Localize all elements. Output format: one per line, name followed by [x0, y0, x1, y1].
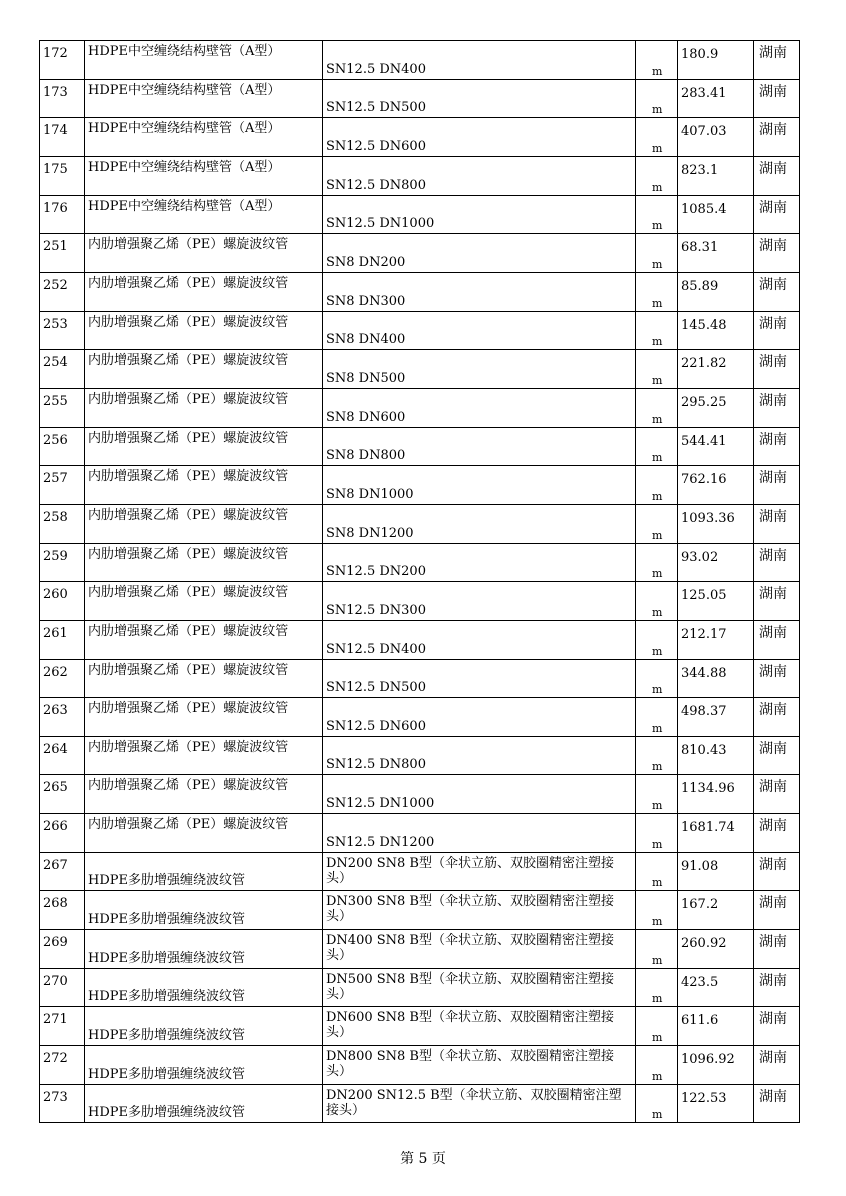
region-cell: 湖南 [754, 466, 800, 505]
item-name-cell: HDPE中空缠绕结构壁管（A型） [85, 79, 323, 118]
row-number-cell: 264 [40, 736, 85, 775]
table-row [40, 79, 800, 118]
item-name-cell: 内肋增强聚乙烯（PE）螺旋波纹管 [85, 272, 323, 311]
region-cell: 湖南 [754, 620, 800, 659]
price-cell: 167.2 [678, 891, 754, 930]
row-number-cell: 172 [40, 41, 85, 80]
unit-cell: m [636, 79, 678, 118]
row-number-cell: 175 [40, 156, 85, 195]
unit-cell: m [636, 891, 678, 930]
table-row [40, 736, 800, 775]
table-row [40, 698, 800, 737]
item-name-cell: HDPE中空缠绕结构壁管（A型） [85, 118, 323, 157]
item-name-cell: 内肋增强聚乙烯（PE）螺旋波纹管 [85, 311, 323, 350]
row-number-cell: 260 [40, 582, 85, 621]
table-row [40, 156, 800, 195]
item-name-cell: 内肋增强聚乙烯（PE）螺旋波纹管 [85, 775, 323, 814]
table-row [40, 775, 800, 814]
price-cell: 344.88 [678, 659, 754, 698]
spec-cell: SN8 DN400 [323, 311, 636, 350]
row-number-cell: 268 [40, 891, 85, 930]
row-number-cell: 251 [40, 234, 85, 273]
price-cell: 823.1 [678, 156, 754, 195]
region-cell: 湖南 [754, 852, 800, 891]
region-cell: 湖南 [754, 504, 800, 543]
table-row [40, 272, 800, 311]
region-cell: 湖南 [754, 41, 800, 80]
unit-cell: m [636, 543, 678, 582]
unit-cell: m [636, 350, 678, 389]
row-number-cell: 256 [40, 427, 85, 466]
spec-cell: SN12.5 DN600 [323, 698, 636, 737]
price-cell: 810.43 [678, 736, 754, 775]
price-table [39, 40, 800, 1123]
spec-cell: SN12.5 DN400 [323, 41, 636, 80]
price-cell: 68.31 [678, 234, 754, 273]
table-row [40, 582, 800, 621]
region-cell: 湖南 [754, 930, 800, 969]
price-cell: 85.89 [678, 272, 754, 311]
price-cell: 283.41 [678, 79, 754, 118]
table-row [40, 195, 800, 234]
item-name-cell: 内肋增强聚乙烯（PE）螺旋波纹管 [85, 659, 323, 698]
table-row [40, 659, 800, 698]
unit-cell: m [636, 736, 678, 775]
price-cell: 407.03 [678, 118, 754, 157]
price-cell: 498.37 [678, 698, 754, 737]
row-number-cell: 255 [40, 388, 85, 427]
price-table-container [39, 40, 799, 1123]
row-number-cell: 252 [40, 272, 85, 311]
unit-cell: m [636, 427, 678, 466]
spec-cell: SN12.5 DN600 [323, 118, 636, 157]
row-number-cell: 257 [40, 466, 85, 505]
unit-cell: m [636, 41, 678, 80]
item-name-cell: HDPE多肋增强缠绕波纹管 [85, 891, 323, 930]
table-row [40, 891, 800, 930]
region-cell: 湖南 [754, 79, 800, 118]
price-cell: 91.08 [678, 852, 754, 891]
table-row [40, 814, 800, 853]
unit-cell: m [636, 1007, 678, 1046]
unit-cell: m [636, 388, 678, 427]
region-cell: 湖南 [754, 195, 800, 234]
unit-cell: m [636, 466, 678, 505]
unit-cell: m [636, 930, 678, 969]
item-name-cell: HDPE多肋增强缠绕波纹管 [85, 930, 323, 969]
item-name-cell: 内肋增强聚乙烯（PE）螺旋波纹管 [85, 698, 323, 737]
table-row [40, 620, 800, 659]
table-row [40, 852, 800, 891]
row-number-cell: 174 [40, 118, 85, 157]
item-name-cell: HDPE中空缠绕结构壁管（A型） [85, 41, 323, 80]
unit-cell: m [636, 852, 678, 891]
price-cell: 295.25 [678, 388, 754, 427]
region-cell: 湖南 [754, 968, 800, 1007]
region-cell: 湖南 [754, 736, 800, 775]
table-row [40, 968, 800, 1007]
table-body [40, 41, 800, 1123]
unit-cell: m [636, 118, 678, 157]
unit-cell: m [636, 775, 678, 814]
row-number-cell: 173 [40, 79, 85, 118]
price-cell: 260.92 [678, 930, 754, 969]
item-name-cell: HDPE多肋增强缠绕波纹管 [85, 968, 323, 1007]
unit-cell: m [636, 968, 678, 1007]
price-cell: 93.02 [678, 543, 754, 582]
price-cell: 180.9 [678, 41, 754, 80]
item-name-cell: 内肋增强聚乙烯（PE）螺旋波纹管 [85, 620, 323, 659]
spec-cell: SN8 DN800 [323, 427, 636, 466]
table-row [40, 543, 800, 582]
item-name-cell: 内肋增强聚乙烯（PE）螺旋波纹管 [85, 350, 323, 389]
price-cell: 544.41 [678, 427, 754, 466]
unit-cell: m [636, 1084, 678, 1123]
item-name-cell: HDPE多肋增强缠绕波纹管 [85, 1007, 323, 1046]
spec-cell: DN600 SN8 B型（伞状立筋、双胶圈精密注塑接头） [323, 1007, 636, 1046]
row-number-cell: 253 [40, 311, 85, 350]
spec-cell: SN12.5 DN800 [323, 736, 636, 775]
table-row [40, 388, 800, 427]
price-cell: 423.5 [678, 968, 754, 1007]
spec-cell: SN8 DN500 [323, 350, 636, 389]
table-row [40, 311, 800, 350]
unit-cell: m [636, 234, 678, 273]
region-cell: 湖南 [754, 775, 800, 814]
region-cell: 湖南 [754, 1084, 800, 1123]
item-name-cell: 内肋增强聚乙烯（PE）螺旋波纹管 [85, 543, 323, 582]
item-name-cell: 内肋增强聚乙烯（PE）螺旋波纹管 [85, 388, 323, 427]
spec-cell: SN12.5 DN400 [323, 620, 636, 659]
spec-cell: SN8 DN300 [323, 272, 636, 311]
price-cell: 221.82 [678, 350, 754, 389]
unit-cell: m [636, 698, 678, 737]
price-cell: 762.16 [678, 466, 754, 505]
region-cell: 湖南 [754, 814, 800, 853]
unit-cell: m [636, 156, 678, 195]
unit-cell: m [636, 659, 678, 698]
spec-cell: DN400 SN8 B型（伞状立筋、双胶圈精密注塑接头） [323, 930, 636, 969]
page-number: 第 5 页 [400, 1151, 446, 1167]
region-cell: 湖南 [754, 1046, 800, 1085]
region-cell: 湖南 [754, 659, 800, 698]
spec-cell: SN12.5 DN1000 [323, 195, 636, 234]
region-cell: 湖南 [754, 311, 800, 350]
row-number-cell: 176 [40, 195, 85, 234]
region-cell: 湖南 [754, 234, 800, 273]
item-name-cell: HDPE多肋增强缠绕波纹管 [85, 852, 323, 891]
spec-cell: DN200 SN12.5 B型（伞状立筋、双胶圈精密注塑接头） [323, 1084, 636, 1123]
unit-cell: m [636, 814, 678, 853]
table-row [40, 234, 800, 273]
row-number-cell: 270 [40, 968, 85, 1007]
price-cell: 212.17 [678, 620, 754, 659]
unit-cell: m [636, 272, 678, 311]
region-cell: 湖南 [754, 582, 800, 621]
row-number-cell: 259 [40, 543, 85, 582]
region-cell: 湖南 [754, 891, 800, 930]
region-cell: 湖南 [754, 388, 800, 427]
region-cell: 湖南 [754, 427, 800, 466]
spec-cell: SN12.5 DN500 [323, 79, 636, 118]
table-row [40, 1007, 800, 1046]
unit-cell: m [636, 582, 678, 621]
item-name-cell: HDPE多肋增强缠绕波纹管 [85, 1046, 323, 1085]
region-cell: 湖南 [754, 1007, 800, 1046]
spec-cell: SN12.5 DN500 [323, 659, 636, 698]
row-number-cell: 262 [40, 659, 85, 698]
spec-cell: SN12.5 DN800 [323, 156, 636, 195]
table-row [40, 466, 800, 505]
table-row [40, 427, 800, 466]
region-cell: 湖南 [754, 272, 800, 311]
table-row [40, 930, 800, 969]
region-cell: 湖南 [754, 543, 800, 582]
price-cell: 122.53 [678, 1084, 754, 1123]
table-row [40, 41, 800, 80]
spec-cell: DN800 SN8 B型（伞状立筋、双胶圈精密注塑接头） [323, 1046, 636, 1085]
row-number-cell: 261 [40, 620, 85, 659]
row-number-cell: 272 [40, 1046, 85, 1085]
item-name-cell: 内肋增强聚乙烯（PE）螺旋波纹管 [85, 427, 323, 466]
unit-cell: m [636, 504, 678, 543]
row-number-cell: 269 [40, 930, 85, 969]
row-number-cell: 273 [40, 1084, 85, 1123]
price-cell: 145.48 [678, 311, 754, 350]
unit-cell: m [636, 1046, 678, 1085]
price-cell: 1093.36 [678, 504, 754, 543]
row-number-cell: 263 [40, 698, 85, 737]
price-cell: 125.05 [678, 582, 754, 621]
spec-cell: SN8 DN600 [323, 388, 636, 427]
spec-cell: DN200 SN8 B型（伞状立筋、双胶圈精密注塑接头） [323, 852, 636, 891]
table-row [40, 1084, 800, 1123]
table-row [40, 504, 800, 543]
item-name-cell: HDPE中空缠绕结构壁管（A型） [85, 156, 323, 195]
row-number-cell: 266 [40, 814, 85, 853]
row-number-cell: 271 [40, 1007, 85, 1046]
unit-cell: m [636, 311, 678, 350]
item-name-cell: 内肋增强聚乙烯（PE）螺旋波纹管 [85, 736, 323, 775]
spec-cell: DN500 SN8 B型（伞状立筋、双胶圈精密注塑接头） [323, 968, 636, 1007]
row-number-cell: 254 [40, 350, 85, 389]
item-name-cell: 内肋增强聚乙烯（PE）螺旋波纹管 [85, 466, 323, 505]
spec-cell: DN300 SN8 B型（伞状立筋、双胶圈精密注塑接头） [323, 891, 636, 930]
table-row [40, 1046, 800, 1085]
price-cell: 1085.4 [678, 195, 754, 234]
region-cell: 湖南 [754, 118, 800, 157]
region-cell: 湖南 [754, 156, 800, 195]
item-name-cell: 内肋增强聚乙烯（PE）螺旋波纹管 [85, 814, 323, 853]
table-row [40, 118, 800, 157]
spec-cell: SN8 DN200 [323, 234, 636, 273]
unit-cell: m [636, 620, 678, 659]
table-row [40, 350, 800, 389]
spec-cell: SN12.5 DN1000 [323, 775, 636, 814]
spec-cell: SN8 DN1000 [323, 466, 636, 505]
price-cell: 1134.96 [678, 775, 754, 814]
row-number-cell: 265 [40, 775, 85, 814]
spec-cell: SN12.5 DN200 [323, 543, 636, 582]
item-name-cell: 内肋增强聚乙烯（PE）螺旋波纹管 [85, 582, 323, 621]
region-cell: 湖南 [754, 350, 800, 389]
region-cell: 湖南 [754, 698, 800, 737]
price-cell: 1681.74 [678, 814, 754, 853]
unit-cell: m [636, 195, 678, 234]
item-name-cell: 内肋增强聚乙烯（PE）螺旋波纹管 [85, 504, 323, 543]
item-name-cell: HDPE中空缠绕结构壁管（A型） [85, 195, 323, 234]
spec-cell: SN12.5 DN1200 [323, 814, 636, 853]
spec-cell: SN8 DN1200 [323, 504, 636, 543]
item-name-cell: HDPE多肋增强缠绕波纹管 [85, 1084, 323, 1123]
price-cell: 611.6 [678, 1007, 754, 1046]
price-cell: 1096.92 [678, 1046, 754, 1085]
row-number-cell: 258 [40, 504, 85, 543]
row-number-cell: 267 [40, 852, 85, 891]
item-name-cell: 内肋增强聚乙烯（PE）螺旋波纹管 [85, 234, 323, 273]
spec-cell: SN12.5 DN300 [323, 582, 636, 621]
